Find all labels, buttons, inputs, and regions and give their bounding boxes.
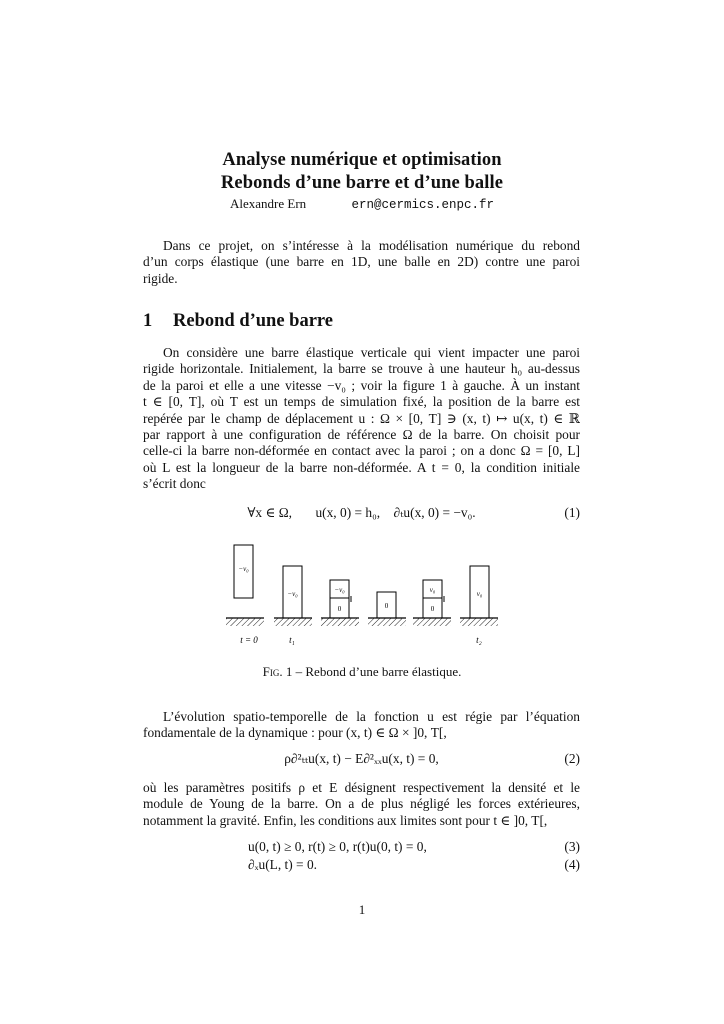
time-label: t = 0 [240,635,258,645]
bar-label: −v₀ [287,590,298,598]
equation-4 [143,857,580,875]
bar-frame-5 [423,580,444,618]
equation-body: ∀x ∈ Ω, u(x, 0) = h₀, ∂ₜu(x, 0) = −v₀. [247,505,476,520]
paragraph-line: module de Young de la barre. On a de plus négligé les forces extérieures, [143,796,580,812]
equation-tag: (3) [564,839,580,854]
paragraph-line: rigide horizontale. Initialement, la barre se trouve à une hauteur h₀ au-dessus [143,361,580,377]
equation-tag: (2) [564,751,580,766]
paragraph-line: s’écrit donc [143,476,206,492]
equation-tag: (4) [564,857,580,872]
wall [368,618,406,626]
wall [274,618,312,626]
abstract [143,238,580,287]
paragraph-line: notamment la gravité. Enfin, les conditions aux limites sont pour t ∈ ]0, T[, [143,812,548,828]
paragraph-line: où L est la longueur de la barre non-déformée. A t = 0, la condition initiale [143,459,580,475]
paragraph-line: repérée par le champ de déplacement u : Ω × [0, T] ∋ (x, t) ↦ u(x, t) ∈ ℝ [143,410,580,426]
bar-label: v₀ [429,586,436,594]
page-number: 1 [358,902,366,917]
wall [460,618,498,626]
equation-body: u(0, t) ≥ 0, r(t) ≥ 0, r(t)u(0, t) = 0, [248,839,427,854]
author-email: ern@cermics.enpc.fr [351,198,494,212]
bar-frame-4 [377,592,396,618]
equation-2 [143,751,580,769]
paragraph-line: t ∈ [0, T], où T est un temps de simulation fixé, la position de la barre est [143,394,580,410]
bar-rebound-figure [220,540,520,655]
paragraph-line: par rapport à une configuration de référence Ω de la barre. On choisit pour [143,426,580,442]
title-line-1: Analyse numérique et optimisation [222,150,502,170]
title-line-2: Rebonds d’une barre et d’une balle [220,173,504,193]
bar-frame-3 [330,580,351,618]
time-label: t₁ [289,635,295,645]
paragraph-line: fondamentale de la dynamique : pour (x, t) ∈ Ω × ]0, T[, [143,725,447,741]
wall [413,618,451,626]
section-number: 1 [143,311,153,331]
figure-caption [0,664,724,680]
bar-label: v₀ [476,590,483,598]
equation-1 [143,505,580,523]
bar-frame-6 [470,566,489,618]
author-name: Alexandre Ern [230,196,307,211]
abstract-line: d’un corps élastique (une barre en 1D, une balle en 2D) contre une paroi [143,254,580,270]
author-line [0,196,724,212]
abstract-line: Dans ce projet, on s’intéresse à la modélisation numérique du rebond [163,238,580,253]
equation-body: ∂ₓu(L, t) = 0. [248,857,317,872]
bar-label: −v₀ [238,565,249,573]
time-label: t₂ [476,635,482,645]
equation-body: ρ∂²ₜₜu(x, t) − E∂²ₓₓu(x, t) = 0, [284,751,439,766]
section-heading [143,311,333,332]
caption-prefix: Fig. 1 [262,664,293,679]
equation-3 [143,839,580,857]
paragraph-1 [143,345,580,493]
bar-label: 0 [430,605,435,613]
bar-label: −v₀ [334,586,345,594]
bar-label: 0 [337,605,342,613]
paragraph-line: celle-ci la barre non-déformée en contact avec la paroi ; on a donc Ω = [0, L] [143,443,580,459]
paragraph-3 [143,780,580,829]
paragraph-line: On considère une barre élastique verticale qui vient impacter une paroi [163,345,580,360]
paragraph-line: où les paramètres positifs ρ et E désignent respectivement la densité et le [143,780,580,795]
wall [226,618,264,626]
abstract-line: rigide. [143,270,178,286]
bar-frame-1 [234,545,253,598]
caption-text: – Rebond d’une barre élastique. [292,664,462,679]
wall-group [226,618,498,626]
bar-label: 0 [384,602,389,610]
paragraph-2 [143,709,580,742]
bar-frame-2 [283,566,302,618]
paragraph-line: de la paroi et elle a une vitesse −v₀ ; voir la figure 1 à gauche. À un instant [143,377,580,393]
section-title: Rebond d’une barre [173,311,334,331]
wall [321,618,359,626]
paragraph-line: L’évolution spatio-temporelle de la fonction u est régie par l’équation [163,709,580,724]
equation-tag: (1) [564,505,580,520]
